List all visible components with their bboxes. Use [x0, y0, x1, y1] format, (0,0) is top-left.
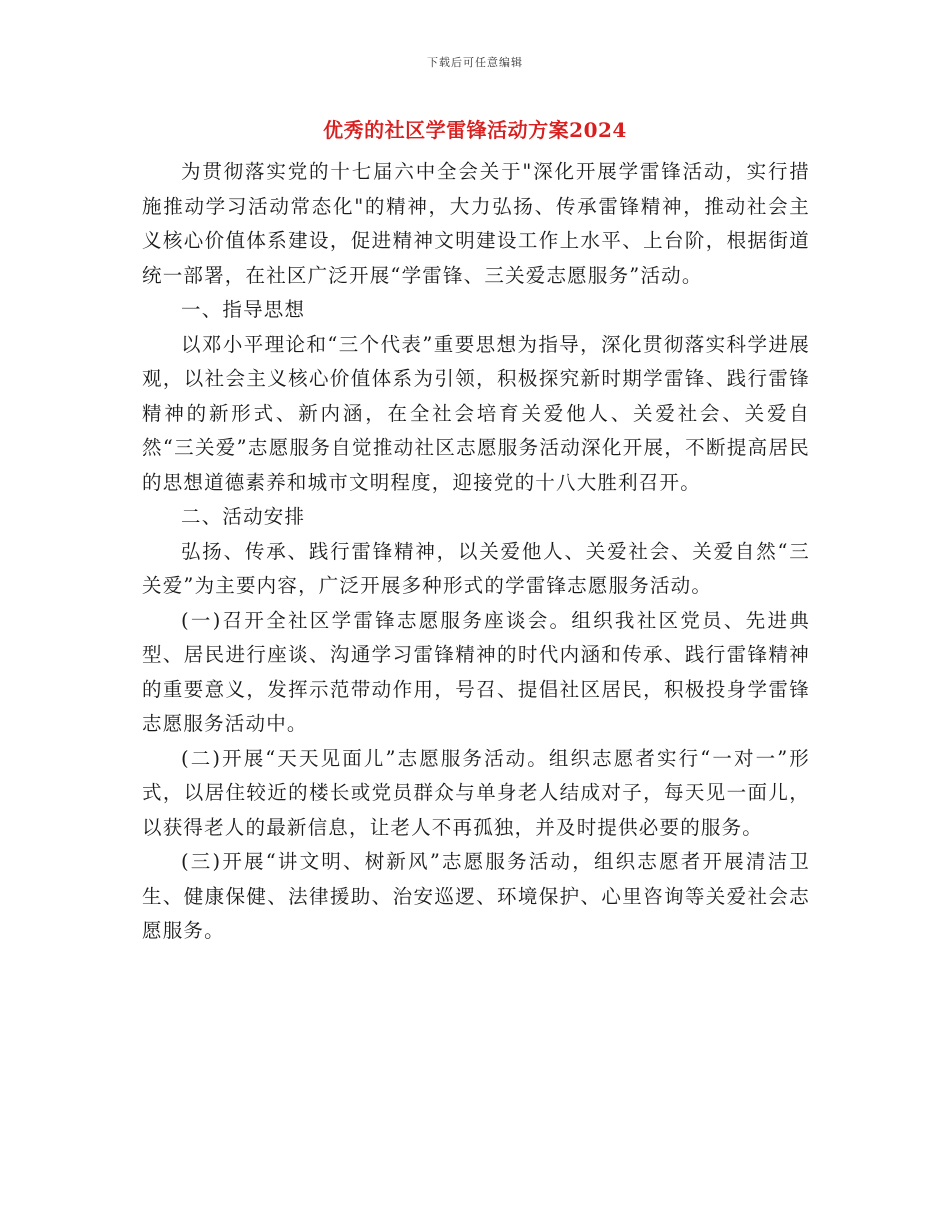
paragraph-item-3: (三)开展“讲文明、树新风”志愿服务活动，组织志愿者开展清洁卫生、健康保健、法律援助、治安巡逻、环境保护、心里咨询等关爱社会志愿服务。 [142, 850, 810, 942]
document-body [142, 155, 810, 949]
document-title: 优秀的社区学雷锋活动方案2024 [323, 118, 627, 142]
paragraph-intro: 为贯彻落实党的十七届六中全会关于"深化开展学雷锋活动，实行措施推动学习活动常态化"的精神，大力弘扬、传承雷锋精神，推动社会主义核心价值体系建设，促进精神文明建设工作上水平、上台阶，根据街道统一部署，在社区广泛开展“学雷锋、三关爱志愿服务”活动。 [142, 160, 810, 287]
section-heading-activity-arrangement: 二、活动安排 [181, 505, 306, 528]
paragraph-item-1: (一)召开全社区学雷锋志愿服务座谈会。组织我社区党员、先进典型、居民进行座谈、沟通学习雷锋精神的时代内涵和传承、践行雷锋精神的重要意义，发挥示范带动作用，号召、提倡社区居民，积极投身学雷锋志愿服务活动中。 [142, 608, 810, 735]
paragraph-item-2: (二)开展“天天见面儿”志愿服务活动。组织志愿者实行“一对一”形式，以居住较近的楼长或党员群众与单身老人结成对子，每天见一面儿，以获得老人的最新信息，让老人不再孤独，并及时提供必要的服务。 [142, 746, 810, 839]
paragraph-activity-arrangement: 弘扬、传承、践行雷锋精神，以关爱他人、关爱社会、关爱自然“三关爱”为主要内容，广泛开展多种形式的学雷锋志愿服务活动。 [142, 539, 810, 597]
header-note: 下载后可任意编辑 [427, 56, 523, 69]
section-heading-guiding-ideology: 一、指导思想 [181, 298, 306, 321]
paragraph-guiding-ideology: 以邓小平理论和“三个代表”重要思想为指导，深化贯彻落实科学进展观，以社会主义核心价值体系为引领，积极探究新时期学雷锋、践行雷锋精神的新形式、新内涵，在全社会培育关爱他人、关爱社会、关爱自然“三关爱”志愿服务自觉推动社区志愿服务活动深化开展，不断提高居民的思想道德素养和城市文明程度，迎接党的十八大胜利召开。 [142, 332, 810, 494]
